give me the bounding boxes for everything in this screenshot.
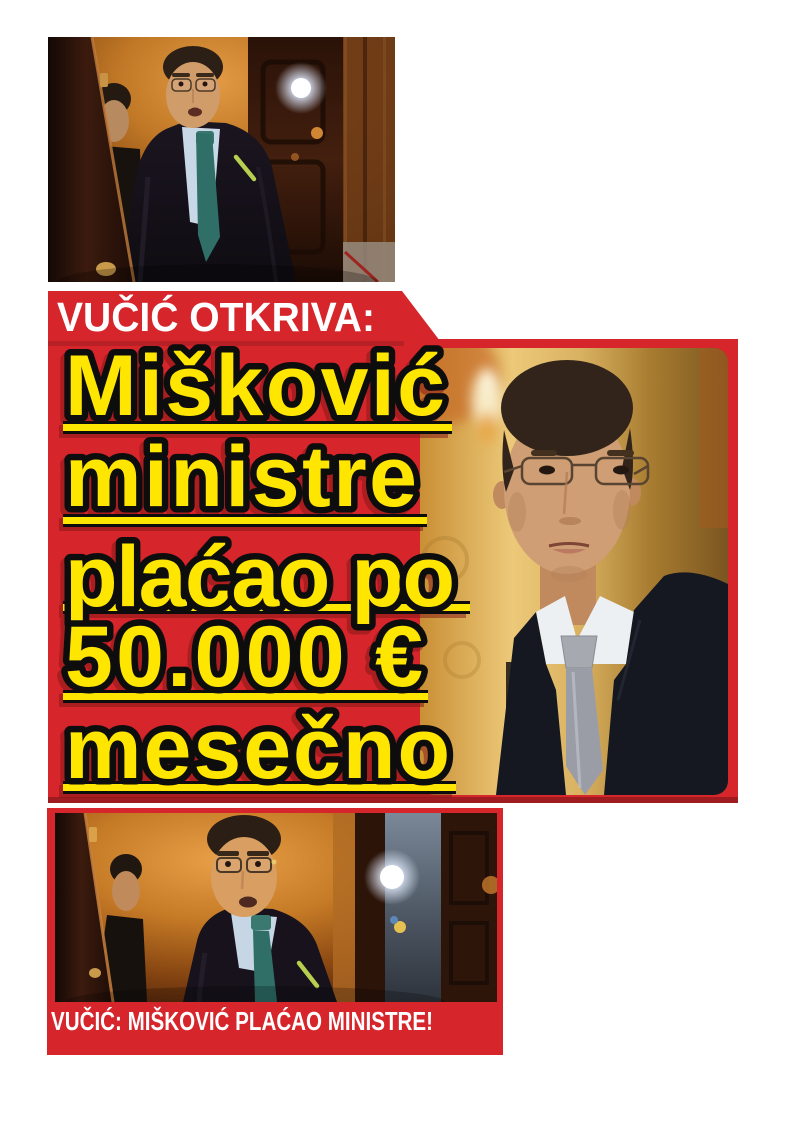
headline-line-2: ministre (65, 429, 417, 525)
tie-knot (561, 636, 597, 668)
open-mouth (188, 108, 202, 117)
open-mouth (239, 897, 257, 908)
bottom-photo-section (47, 808, 503, 1055)
hair (501, 360, 633, 456)
headline-line-4: 50.000 € (65, 609, 423, 705)
top-photo (48, 37, 395, 282)
eyebrow (531, 450, 557, 456)
headline-lines (65, 338, 455, 797)
headline-line-5: mesečno (65, 701, 450, 797)
banner-label: VUČIĆ OTKRIVA: (57, 294, 375, 340)
caption-text: VUČIĆ: MIŠKOVIĆ PLAĆAO MINISTRE! (51, 1006, 433, 1036)
headline-line-3: plaćao po (65, 529, 455, 625)
caption-bar (47, 1002, 503, 1055)
eye (539, 466, 555, 475)
bottom-photo (55, 813, 497, 1002)
door-handle (89, 968, 101, 978)
right-doorway (355, 813, 497, 1002)
brass-hinge (89, 827, 97, 842)
headline (63, 338, 470, 797)
red-headline-block (48, 291, 738, 803)
headline-line-1: Mišković (65, 338, 445, 434)
brass-hinge (100, 73, 108, 87)
